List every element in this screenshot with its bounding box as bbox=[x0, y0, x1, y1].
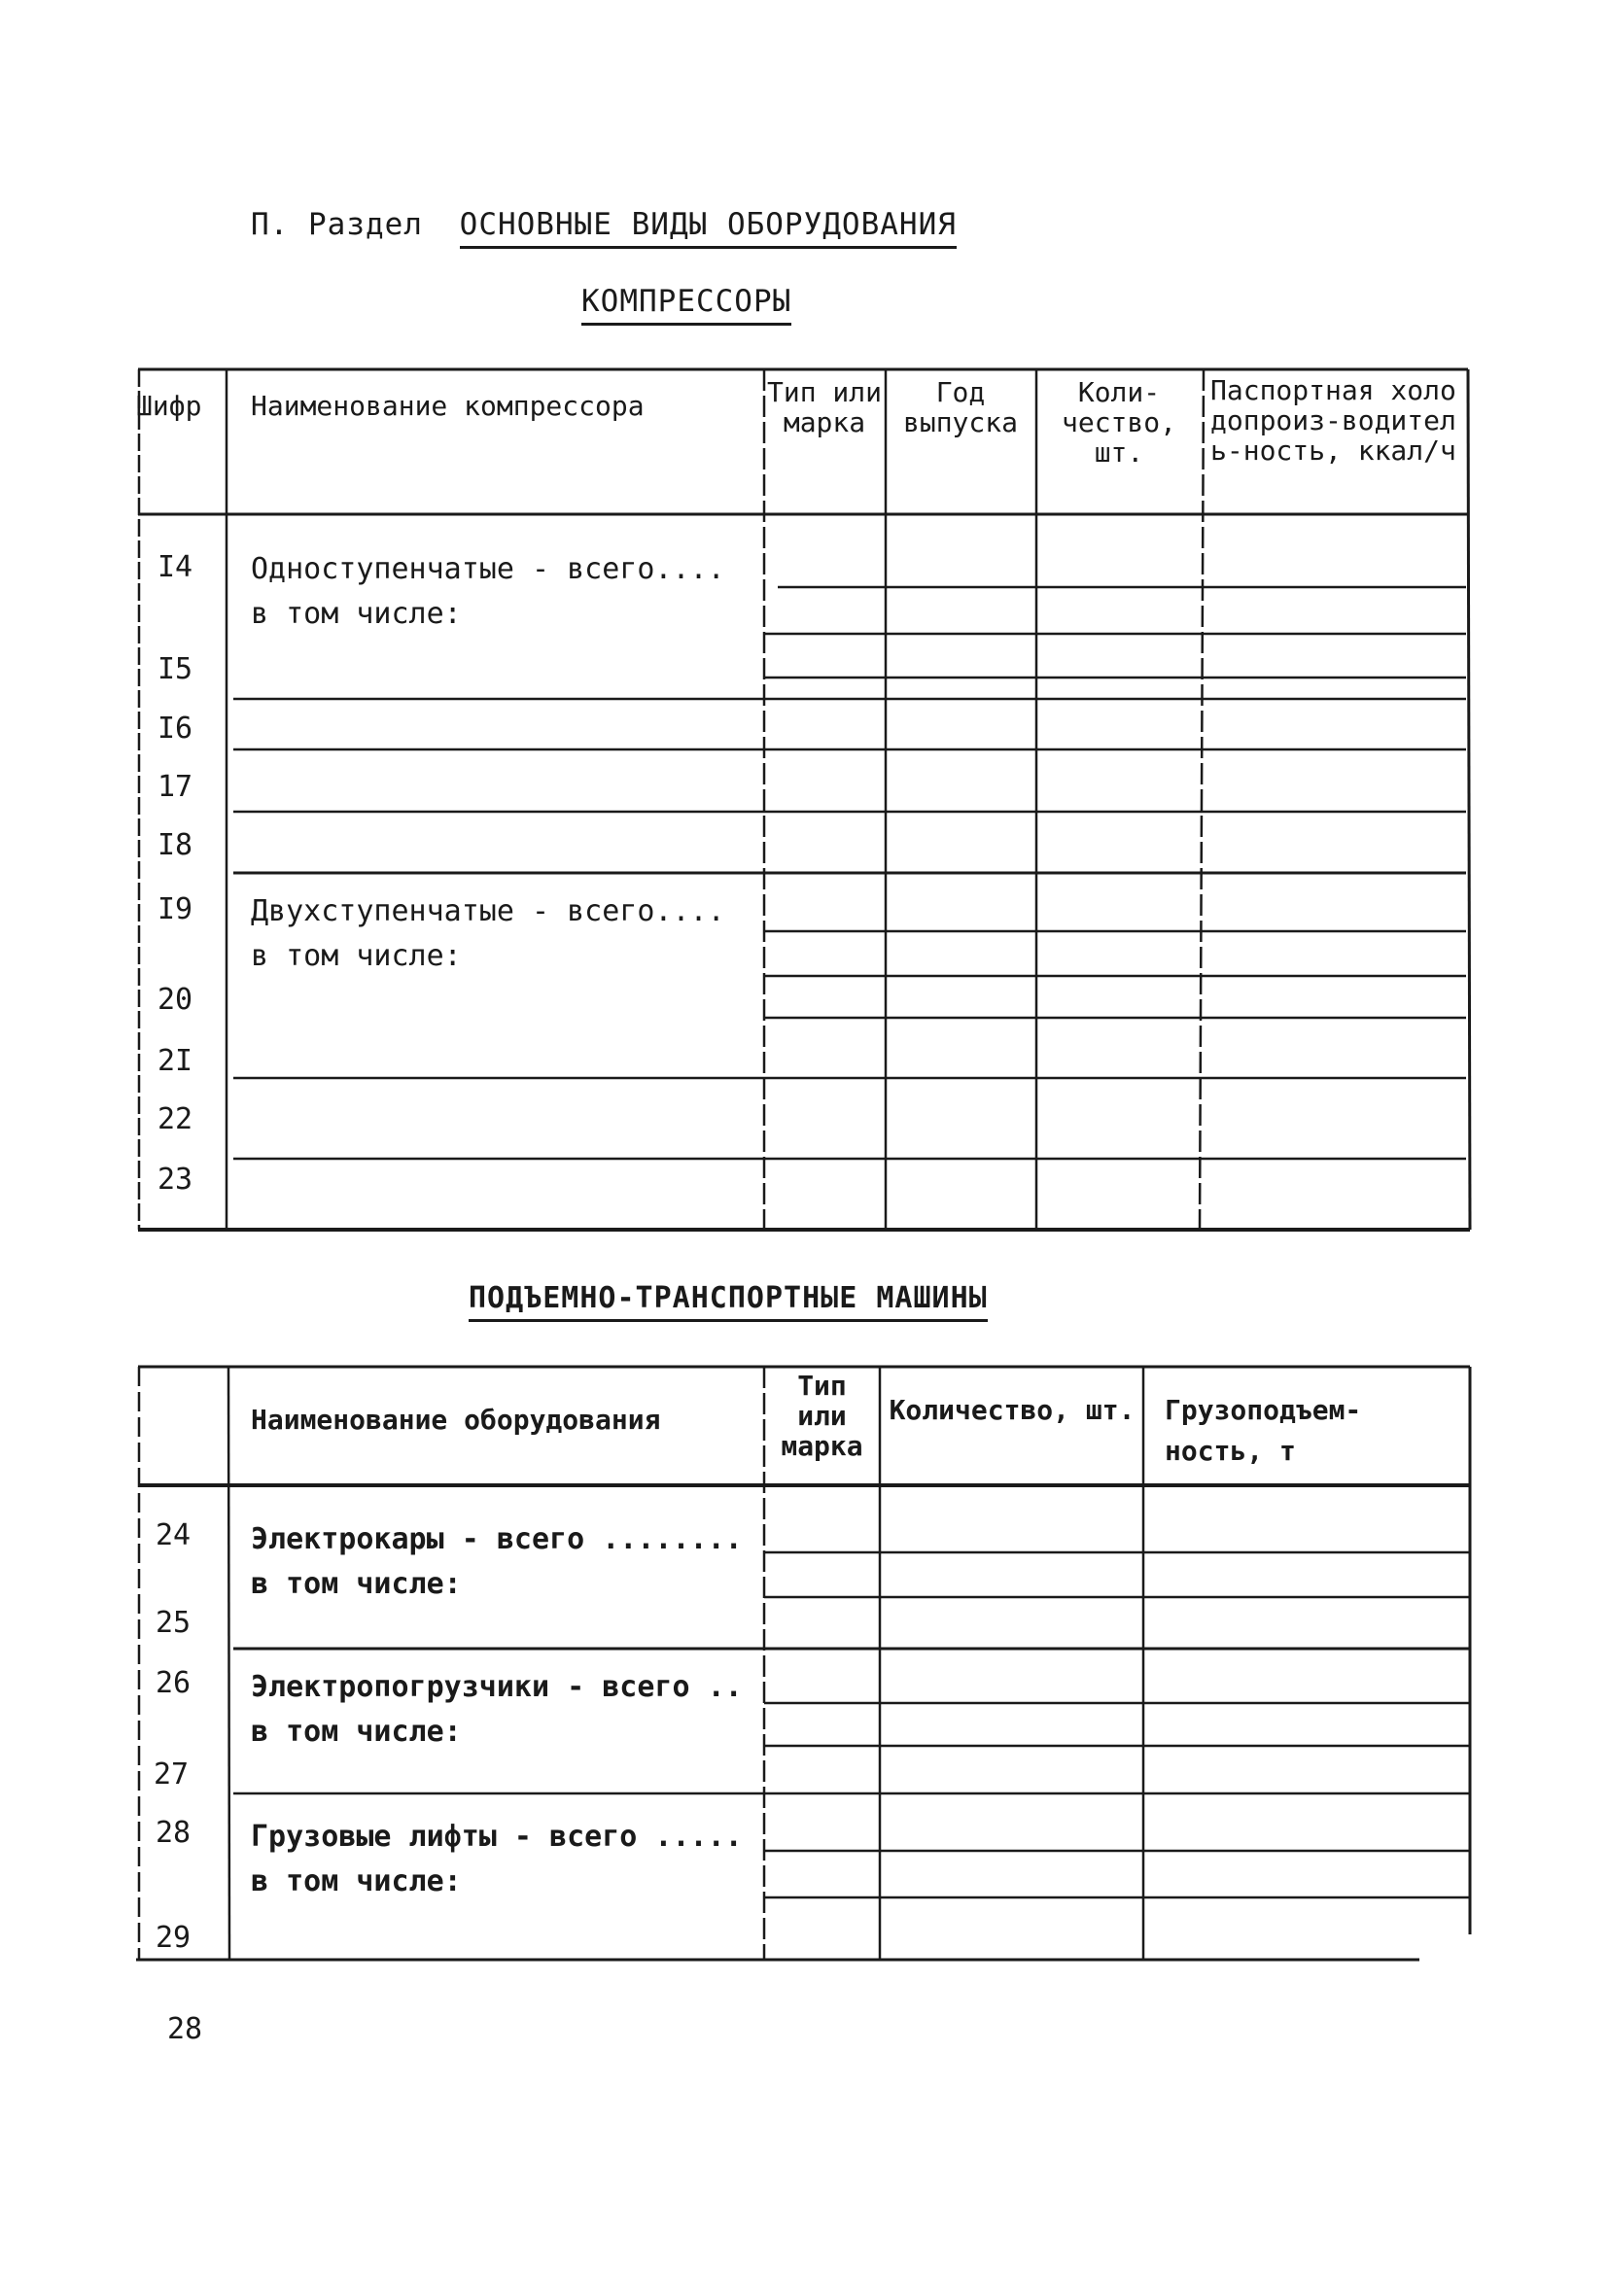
row-code: 27 bbox=[154, 1757, 190, 1792]
row-code: 2I bbox=[157, 1044, 193, 1078]
page-number: 28 bbox=[167, 2012, 203, 2046]
header-compressor-name: Наименование компрессора bbox=[251, 390, 645, 422]
header-code: Шифр bbox=[136, 390, 202, 422]
row-label: Двухступенчатые - всего.... bbox=[251, 894, 725, 928]
row-code: 25 bbox=[156, 1606, 192, 1640]
row-label: Грузовые лифты - всего ..... bbox=[251, 1820, 743, 1854]
header-load-capacity: Грузоподъем-ность, т bbox=[1165, 1394, 1362, 1467]
compressors-title-text: КОМПРЕССОРЫ bbox=[581, 284, 791, 326]
row-code: 22 bbox=[157, 1102, 193, 1136]
row-code: I8 bbox=[157, 828, 193, 862]
header-equipment-name: Наименование оборудования bbox=[251, 1404, 661, 1436]
row-sublabel: в том числе: bbox=[251, 1715, 462, 1749]
row-code: I6 bbox=[157, 712, 193, 746]
row-code: 26 bbox=[156, 1666, 192, 1700]
header-type: Тип или марка bbox=[766, 376, 882, 438]
row-code: I9 bbox=[157, 892, 193, 926]
section-prefix: П. Раздел bbox=[251, 207, 423, 242]
row-label: Электрокары - всего ........ bbox=[251, 1522, 743, 1556]
row-code: I4 bbox=[157, 550, 193, 584]
header-capacity: Паспортная холодопроиз-водитель-ность, ккал/ч bbox=[1210, 374, 1456, 467]
machines-title-text: ПОДЪЕМНО-ТРАНСПОРТНЫЕ МАШИНЫ bbox=[469, 1281, 988, 1322]
section-title: ОСНОВНЫЕ ВИДЫ ОБОРУДОВАНИЯ bbox=[460, 207, 957, 249]
row-sublabel: в том числе: bbox=[251, 1567, 462, 1601]
row-sublabel: в том числе: bbox=[251, 597, 462, 631]
row-code: 23 bbox=[157, 1163, 193, 1197]
row-code: 29 bbox=[156, 1921, 192, 1955]
header-type: Тип или марка bbox=[781, 1370, 863, 1462]
header-quantity: Количество, шт. bbox=[889, 1394, 1136, 1426]
row-label: Электропогрузчики - всего .. bbox=[251, 1670, 743, 1704]
row-code: I5 bbox=[157, 652, 193, 686]
row-code: 20 bbox=[157, 983, 193, 1017]
row-label: Одноступенчатые - всего.... bbox=[251, 552, 725, 586]
row-code: 24 bbox=[156, 1518, 192, 1552]
header-year: Год выпуска bbox=[902, 376, 1018, 438]
row-sublabel: в том числе: bbox=[251, 939, 462, 973]
row-sublabel: в том числе: bbox=[251, 1864, 462, 1898]
row-code: 17 bbox=[157, 770, 193, 804]
row-code: 28 bbox=[156, 1816, 192, 1850]
header-quantity: Коли-чество, шт. bbox=[1061, 376, 1176, 469]
